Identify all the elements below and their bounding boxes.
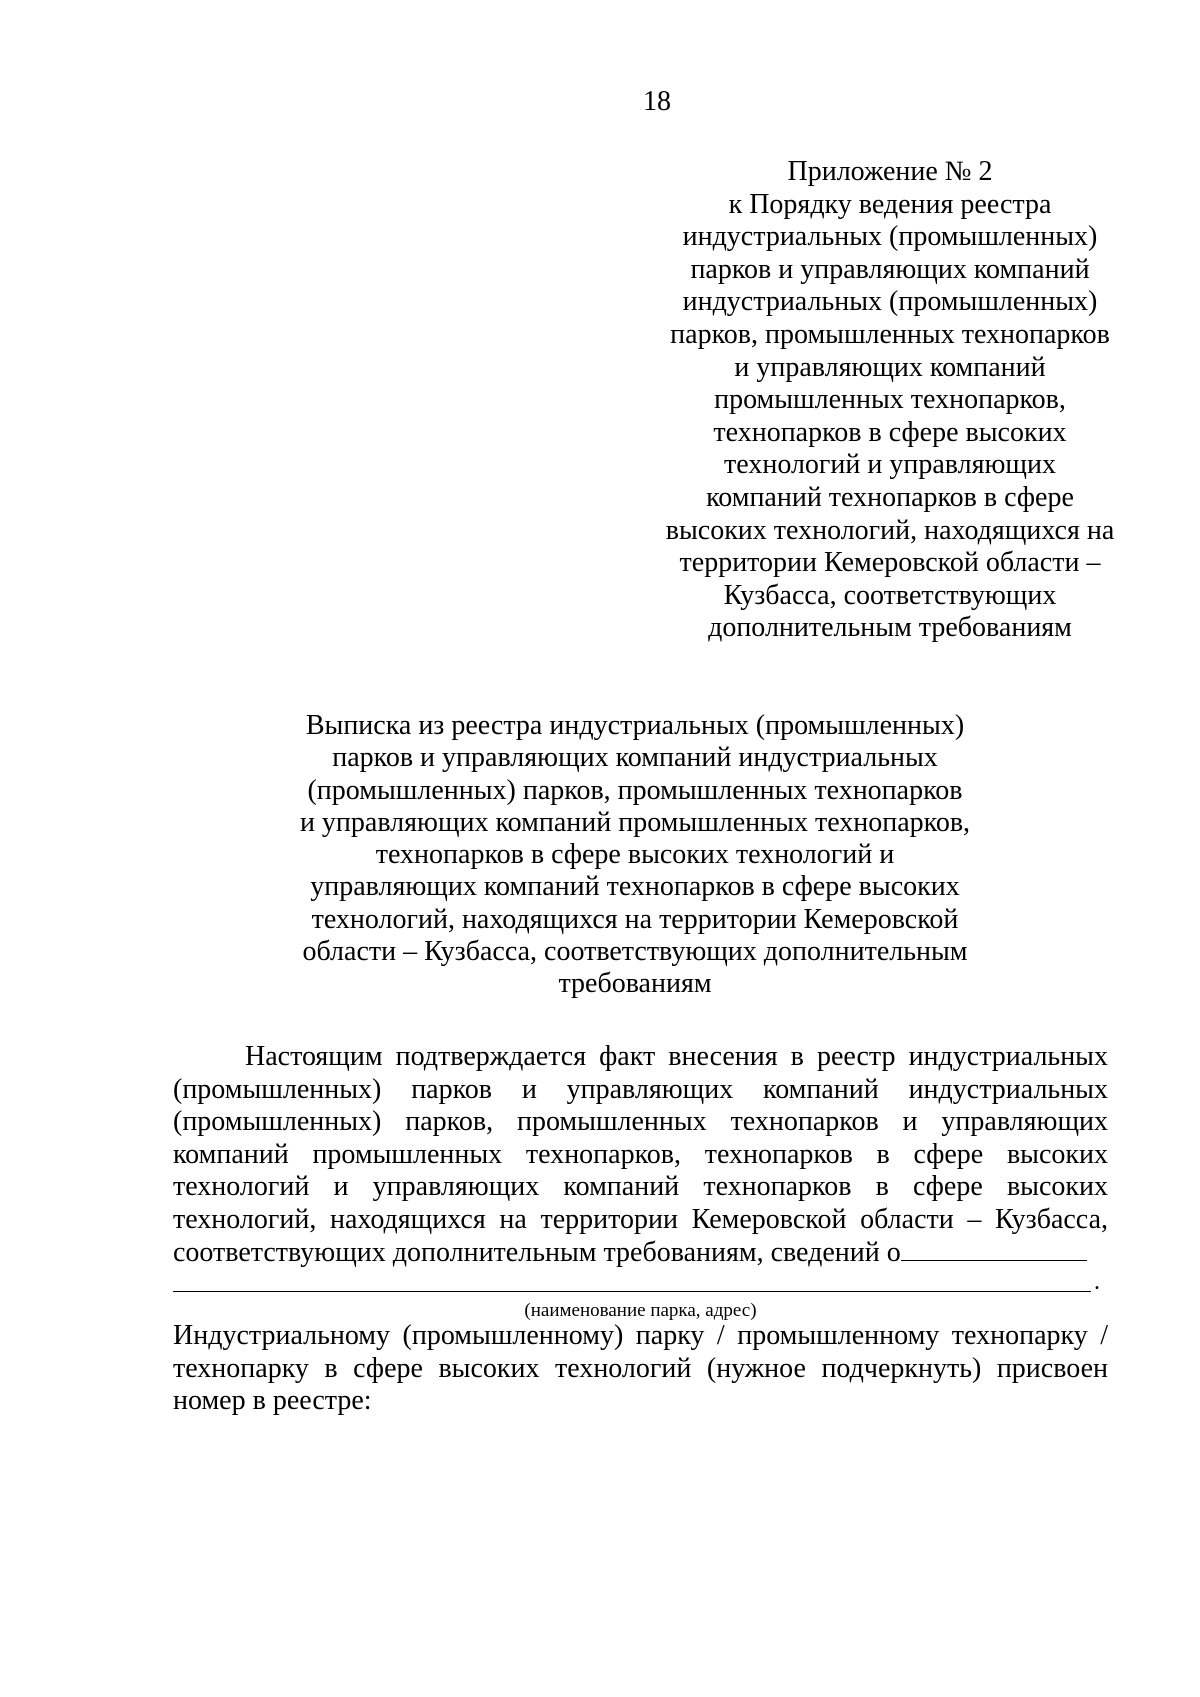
paragraph-line: (промышленных) парков и управляющих компаний индустриальных xyxy=(173,1073,1108,1105)
extract-title-line: и управляющих компаний промышленных технопарков, xyxy=(299,806,971,838)
appendix-line: территории Кемеровской области – xyxy=(679,547,1101,579)
paragraph-last-line-text: соответствующих дополнительным требованиям, сведений о xyxy=(173,1237,901,1268)
appendix-line: индустриальных (промышленных) xyxy=(682,286,1098,318)
extract-title-line: управляющих компаний технопарков в сфере высоких xyxy=(310,871,960,903)
appendix-line: промышленных технопарков, xyxy=(714,384,1066,416)
appendix-line: высоких технологий, находящихся на xyxy=(665,514,1115,546)
appendix-line: к Порядку ведения реестра xyxy=(728,188,1052,220)
appendix-line: индустриальных (промышленных) xyxy=(682,221,1098,253)
extract-title xyxy=(220,710,1050,1001)
paragraph-line: технологий и управляющих компаний технопарков в сфере высоких xyxy=(173,1171,1108,1202)
extract-title-line: парков и управляющих компаний индустриальных xyxy=(332,742,938,774)
extract-title-line: требованиям xyxy=(558,968,712,1000)
page-number: 18 xyxy=(643,86,671,117)
appendix-line: технологий и управляющих xyxy=(724,449,1056,481)
appendix-line: компаний технопарков в сфере xyxy=(706,481,1074,513)
extract-title-line: Выписка из реестра индустриальных (промышленных) xyxy=(305,710,965,741)
appendix-line: парков, промышленных технопарков xyxy=(670,318,1110,350)
appendix-line: Приложение № 2 xyxy=(787,156,993,187)
paragraph-line: компаний промышленных технопарков, технопарков в сфере высоких xyxy=(173,1138,1108,1170)
extract-title-line: области – Кузбасса, соответствующих дополнительным xyxy=(302,936,968,968)
confirmation-paragraph xyxy=(173,1041,1108,1269)
appendix-line: и управляющих компаний xyxy=(734,351,1046,383)
paragraph-line: технопарку в сфере высоких технологий (нужное подчеркнуть) присвоен xyxy=(173,1352,1108,1384)
blank-field-line[interactable] xyxy=(173,1291,1091,1292)
extract-title-line: технологий, находящихся на территории Кемеровской xyxy=(311,903,959,935)
paragraph-line: (промышленных) парков, промышленных технопарков и управляющих xyxy=(173,1106,1108,1137)
appendix-header xyxy=(620,156,1160,645)
assignment-paragraph xyxy=(173,1320,1108,1418)
appendix-line: дополнительным требованиям xyxy=(708,612,1072,644)
paragraph-line: Индустриальному (промышленному) парку / промышленному технопарку / xyxy=(173,1320,1108,1351)
extract-title-line: (промышленных) парков, промышленных технопарков xyxy=(307,774,963,806)
appendix-line: парков и управляющих компаний xyxy=(690,253,1090,285)
paragraph-last-line xyxy=(173,1236,1108,1269)
paragraph-line: Настоящим подтверждается факт внесения в реестр индустриальных xyxy=(245,1041,1108,1072)
appendix-line: технопарков в сфере высоких xyxy=(713,416,1067,448)
fill-line-period: . xyxy=(1094,1269,1100,1295)
appendix-line: Кузбасса, соответствующих xyxy=(723,579,1057,611)
blank-field-inline[interactable] xyxy=(901,1236,1087,1261)
field-caption: (наименование парка, адрес) xyxy=(524,1300,757,1321)
paragraph-line: технологий, находящихся на территории Кемеровской области – Кузбасса, xyxy=(173,1203,1108,1235)
extract-title-line: технопарков в сфере высоких технологий и xyxy=(375,839,895,871)
paragraph-last-line: номер в реестре: xyxy=(173,1385,372,1416)
